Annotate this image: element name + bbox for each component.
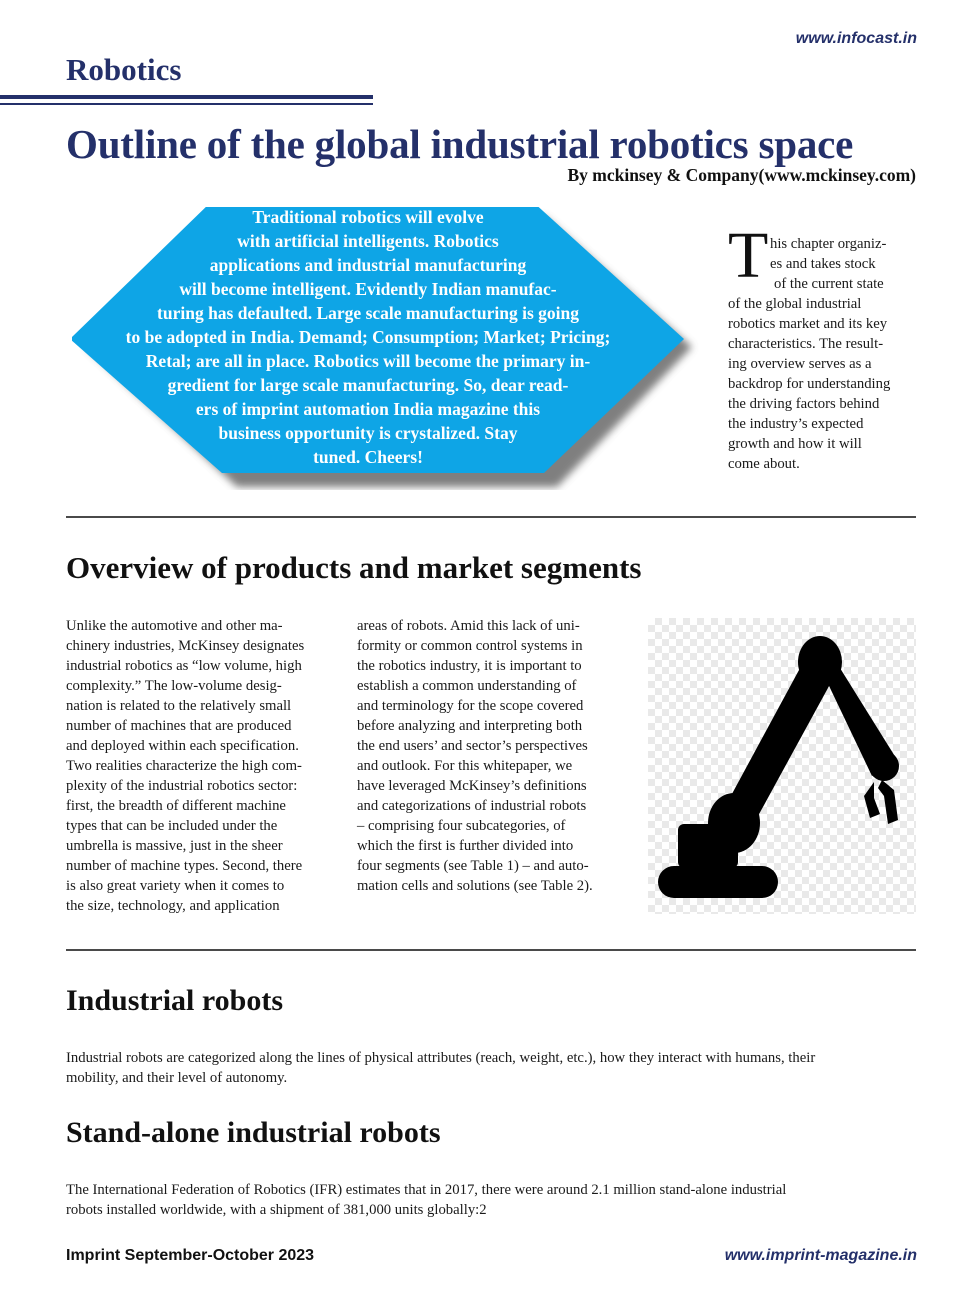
- body-line: and categorizations of industrial robots: [357, 798, 587, 814]
- body-line: the end users’ and sector’s perspectives: [357, 738, 588, 754]
- body-line: four segments (see Table 1) – and auto-: [357, 858, 589, 874]
- header-rule-thick: [0, 95, 373, 99]
- body-line: Industrial robots are categorized along the lines of physical attributes (reach, weight, etc.), how they interact with humans, their: [66, 1050, 816, 1066]
- body-line: number of machines that are produced: [66, 718, 292, 734]
- intro-line: growth and how it will: [728, 436, 862, 452]
- intro-line: of the current state: [774, 276, 884, 292]
- section-label: Robotics: [66, 52, 182, 87]
- body-line: chinery industries, McKinsey designates: [66, 638, 305, 654]
- header-site-url[interactable]: www.infocast.in: [795, 30, 917, 47]
- body-line: and terminology for the scope covered: [357, 698, 584, 714]
- callout-line: business opportunity is crystalized. Stay: [218, 423, 518, 443]
- section-divider: [66, 516, 916, 518]
- standalone-paragraph: [66, 1180, 918, 1220]
- standalone-heading: Stand-alone industrial robots: [66, 1116, 441, 1149]
- body-line: robots installed worldwide, with a shipment of 381,000 units globally:2: [66, 1202, 487, 1218]
- callout-line: tuned. Cheers!: [313, 447, 423, 467]
- overview-column-2: [357, 616, 629, 896]
- article-byline: By mckinsey & Company(www.mckinsey.com): [567, 165, 916, 185]
- body-line: Unlike the automotive and other ma-: [66, 618, 283, 634]
- drop-cap: T: [728, 219, 769, 292]
- callout-line: with artificial intelligents. Robotics: [237, 231, 499, 251]
- body-line: Two realities characterize the high com-: [66, 758, 302, 774]
- footer-site-url[interactable]: www.imprint-magazine.in: [724, 1247, 917, 1264]
- body-line: have leveraged McKinsey’s definitions: [357, 778, 587, 794]
- section-divider: [66, 949, 916, 951]
- body-line: formity or common control systems in: [357, 638, 583, 654]
- body-line: industrial robotics as “low volume, high: [66, 658, 302, 674]
- body-line: areas of robots. Amid this lack of uni-: [357, 618, 580, 634]
- intro-line: the driving factors behind: [728, 396, 880, 412]
- body-line: and outlook. For this whitepaper, we: [357, 758, 573, 774]
- footer-issue: Imprint September-October 2023: [66, 1247, 315, 1264]
- callout-line: Retal; are all in place. Robotics will become the primary in-: [145, 351, 591, 371]
- intro-paragraph: [728, 234, 918, 474]
- body-line: nation is related to the relatively small: [66, 698, 292, 714]
- body-line: establish a common understanding of: [357, 678, 577, 694]
- robot-arm-icon: [648, 618, 916, 914]
- intro-line: the industry’s expected: [728, 416, 864, 432]
- callout-line: ers of imprint automation India magazine this: [195, 399, 541, 419]
- callout-line: applications and industrial manufacturing: [209, 255, 527, 275]
- body-line: The International Federation of Robotics (IFR) estimates that in 2017, there were around 2.1 million stand-alone industrial: [66, 1182, 787, 1198]
- body-line: the robotics industry, it is important to: [357, 658, 582, 674]
- body-line: – comprising four subcategories, of: [357, 818, 566, 834]
- article-title: Outline of the global industrial robotics space: [66, 121, 854, 167]
- callout-line: turing has defaulted. Large scale manufacturing is going: [157, 303, 579, 323]
- intro-line: ing overview serves as a: [728, 356, 872, 372]
- body-line: and deployed within each specification.: [66, 738, 299, 754]
- intro-line: backdrop for understanding: [728, 376, 891, 392]
- callout-line: to be adopted in India. Demand; Consumption; Market; Pricing;: [125, 327, 611, 347]
- callout-line: will become intelligent. Evidently Indian manufac-: [179, 279, 557, 299]
- intro-line: es and takes stock: [770, 256, 876, 272]
- body-line: types that can be included under the: [66, 818, 278, 834]
- callout-text: [90, 205, 646, 469]
- body-line: mation cells and solutions (see Table 2).: [357, 878, 593, 894]
- body-line: plexity of the industrial robotics sector:: [66, 778, 298, 794]
- body-line: before analyzing and interpreting both: [357, 718, 583, 734]
- overview-column-1: [66, 616, 338, 916]
- callout-line: gredient for large scale manufacturing. So, dear read-: [167, 375, 569, 395]
- intro-line: his chapter organiz-: [770, 236, 887, 252]
- industrial-robots-paragraph: [66, 1048, 918, 1088]
- intro-line: come about.: [728, 456, 800, 472]
- body-line: which the first is further divided into: [357, 838, 574, 854]
- body-line: umbrella is massive, just in the sheer: [66, 838, 283, 854]
- intro-line: robotics market and its key: [728, 316, 888, 332]
- callout-line: Traditional robotics will evolve: [252, 207, 484, 227]
- body-line: complexity.” The low-volume desig-: [66, 678, 282, 694]
- robot-arm-figure: [648, 618, 916, 914]
- overview-heading: Overview of products and market segments: [66, 550, 642, 585]
- header-rule-thin: [0, 103, 373, 105]
- body-line: is also great variety when it comes to: [66, 878, 285, 894]
- body-line: mobility, and their level of autonomy.: [66, 1070, 288, 1086]
- industrial-robots-heading: Industrial robots: [66, 984, 284, 1017]
- intro-line: of the global industrial: [728, 296, 862, 312]
- intro-line: characteristics. The result-: [728, 336, 884, 352]
- body-line: number of machine types. Second, there: [66, 858, 303, 874]
- body-line: the size, technology, and application: [66, 898, 280, 914]
- body-line: first, the breadth of different machine: [66, 798, 286, 814]
